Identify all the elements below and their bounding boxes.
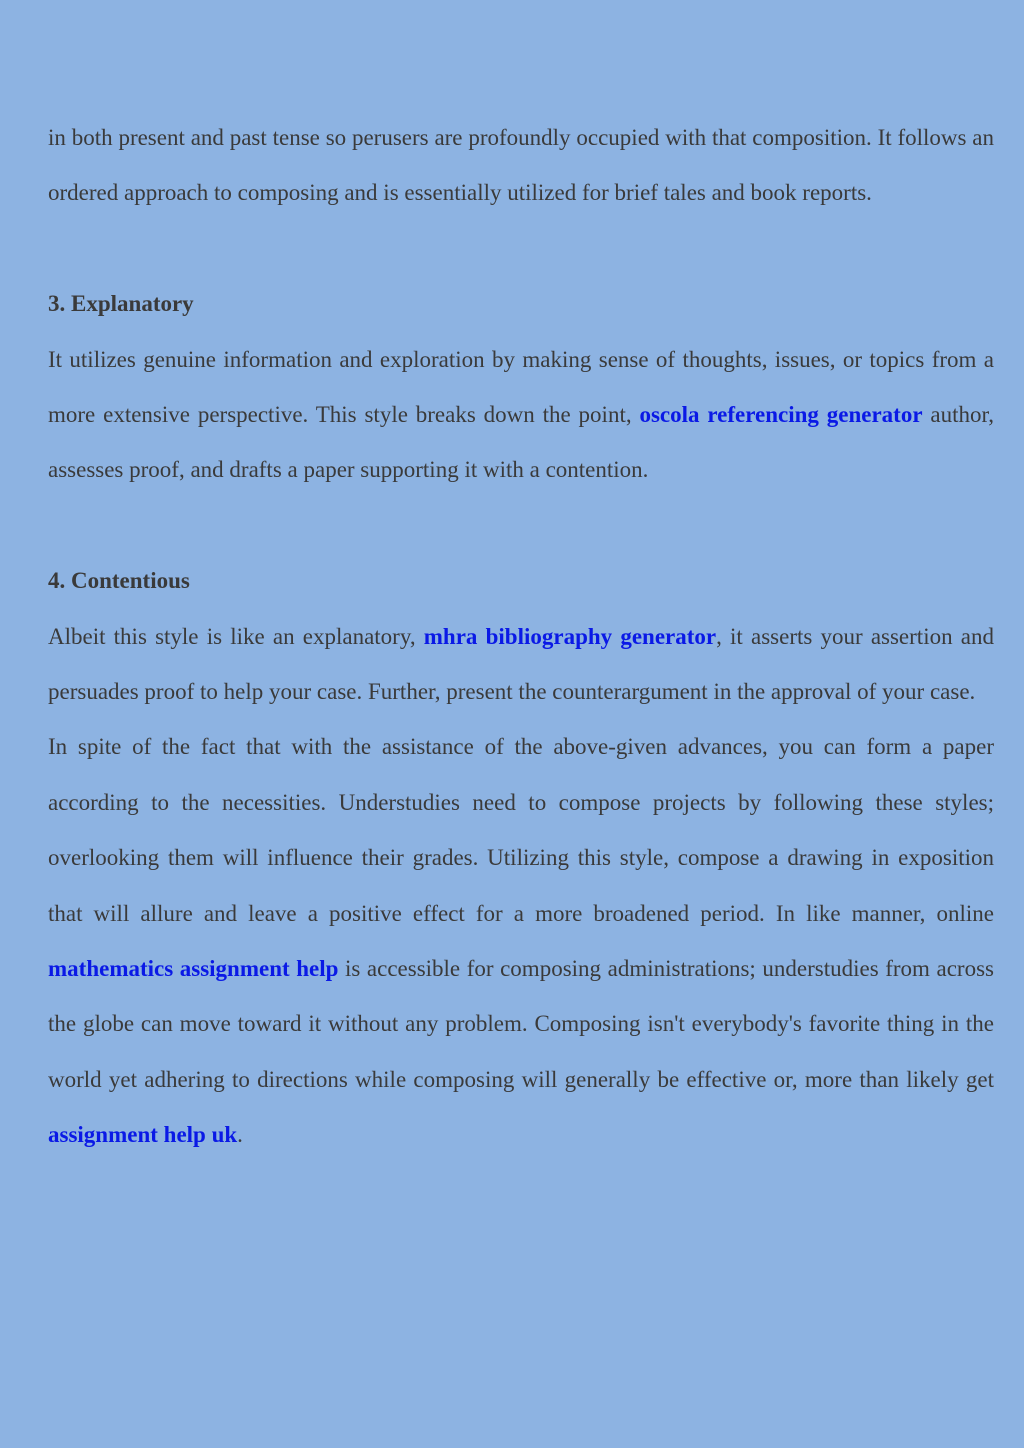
section-4-text-a: Albeit this style is like an explanatory,: [48, 623, 424, 649]
section-3-heading: 3. Explanatory: [48, 291, 194, 317]
closing-text-a: In spite of the fact that with the assistance of the above-given advances, you can form a paper according to the necessities. Understudies need to compose projects by following these styles; overlooking them will influence their grades. Utilizing this style, compose a drawing in exposition that will allure and leave a positive effect for a more broadened period. In like manner, online: [48, 734, 994, 926]
mathematics-assignment-help-link[interactable]: mathematics assignment help: [48, 956, 339, 982]
closing-paragraph: [48, 719, 994, 1162]
intro-text: in both present and past tense so perusers are profoundly occupied with that composition. It follows an ordered approach to composing and is essentially utilized for brief tales and book reports.: [48, 125, 994, 206]
section-3-text-b: author, assesses proof, and drafts a paper supporting it with a contention.: [48, 402, 994, 483]
document-page: [48, 110, 994, 1163]
intro-paragraph: [48, 110, 994, 221]
spacer: [48, 498, 994, 553]
section-3-paragraph: [48, 332, 994, 498]
closing-text-c: .: [237, 1122, 243, 1148]
section-3-text-a: It utilizes genuine information and exploration by making sense of thoughts, issues, or topics from a more extensive perspective. This style breaks down the point,: [48, 346, 994, 428]
assignment-help-uk-link[interactable]: assignment help uk: [48, 1122, 238, 1148]
section-4-paragraph: [48, 609, 994, 720]
mhra-bibliography-generator-link[interactable]: mhra bibliography generator: [423, 623, 717, 649]
spacer: [48, 221, 994, 276]
oscola-referencing-generator-link[interactable]: oscola referencing generator: [639, 402, 923, 428]
section-4-heading: 4. Contentious: [48, 568, 190, 594]
closing-text-b: is accessible for composing administrations; understudies from across the globe can move toward it without any problem. Composing isn't everybody's favorite thing in the world yet adhering to directions while composing will generally be effective or, more than likely get: [48, 956, 994, 1092]
section-4-text-b: , it asserts your assertion and persuades proof to help your case. Further, present the counterargument in the approval of your case.: [48, 623, 994, 705]
